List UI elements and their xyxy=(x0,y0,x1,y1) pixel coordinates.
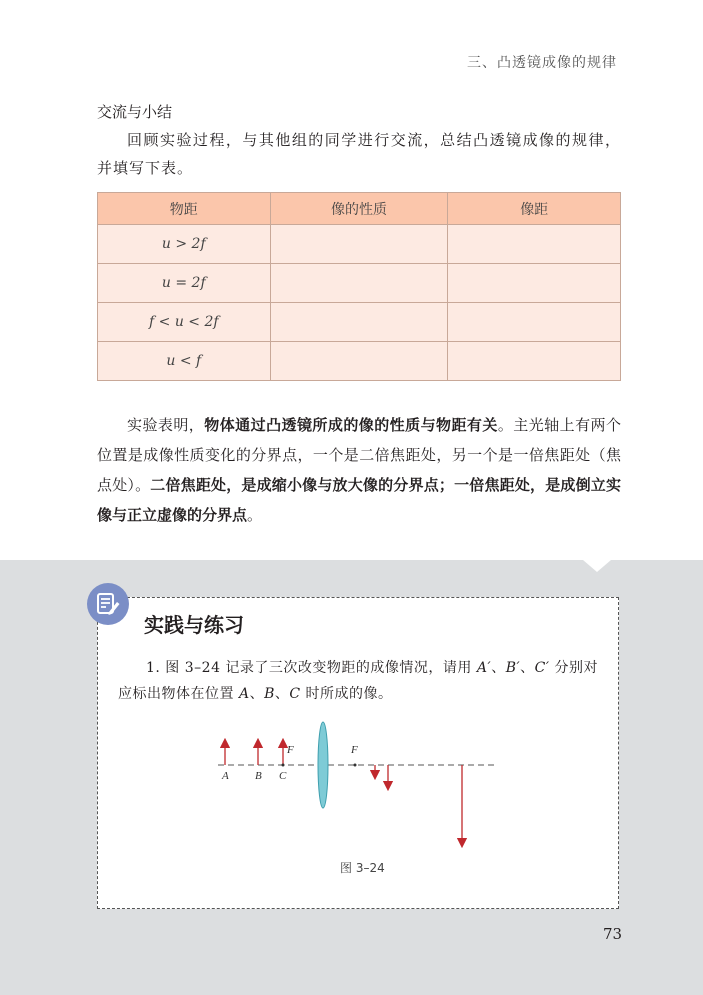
page-number: 73 xyxy=(603,925,623,943)
band-notch xyxy=(583,560,611,572)
focal-point-right xyxy=(354,764,357,767)
table-cell: u > 2f xyxy=(98,225,271,264)
question-text: 、 xyxy=(520,660,535,676)
label-b-prime: B′ xyxy=(505,660,521,676)
table-row xyxy=(98,303,621,342)
label-c: C xyxy=(279,770,287,782)
table-cell[interactable] xyxy=(270,303,448,342)
table-cell[interactable] xyxy=(448,303,621,342)
table-cell[interactable] xyxy=(448,264,621,303)
table-row xyxy=(98,342,621,381)
conclusion-text: 。 xyxy=(247,506,263,524)
lens-diagram xyxy=(200,718,510,853)
figure-caption: 图 3–24 xyxy=(340,861,385,875)
label-b: B xyxy=(255,770,262,782)
label-f-left: F xyxy=(287,744,294,756)
notepad-pencil-icon xyxy=(87,583,129,625)
chapter-header: 三、凸透镜成像的规律 xyxy=(467,55,617,71)
lens-rule-table xyxy=(97,192,621,381)
table-cell[interactable] xyxy=(270,225,448,264)
focal-point-left xyxy=(282,764,285,767)
question-text: 、 xyxy=(249,686,265,702)
conclusion-text: 。主光轴上有两个位置是成像性质变化的分界点，一个是二倍焦距处，另一个是一倍焦距处（焦点处）。 xyxy=(97,416,621,494)
table-cell[interactable] xyxy=(448,225,621,264)
conclusion-text: 实验表明， xyxy=(127,416,205,434)
conclusion-bold: 物体通过凸透镜所成的像的性质与物距有关 xyxy=(204,416,498,434)
practice-title: 实践与练习 xyxy=(144,613,244,637)
table-cell[interactable] xyxy=(448,342,621,381)
question-text: 时所成的像。 xyxy=(300,686,393,702)
table-cell[interactable] xyxy=(270,264,448,303)
table-header: 像的性质 xyxy=(270,193,448,225)
conclusion-paragraph xyxy=(97,410,621,530)
label-a: A xyxy=(238,686,250,702)
label-a-prime: A′ xyxy=(476,660,492,676)
label-a: A xyxy=(222,770,229,782)
table-row xyxy=(98,264,621,303)
table-header: 像距 xyxy=(448,193,621,225)
label-b: B xyxy=(264,686,275,702)
convex-lens xyxy=(318,722,328,808)
label-c: C xyxy=(289,686,301,702)
section-title: 交流与小结 xyxy=(97,103,173,121)
question-text: 1. 图 3–24 记录了三次改变物距的成像情况，请用 xyxy=(146,660,477,676)
table-header-row xyxy=(98,193,621,225)
question-1 xyxy=(118,655,608,707)
table-cell[interactable] xyxy=(270,342,448,381)
table-cell: u = 2f xyxy=(98,264,271,303)
conclusion-bold: 二倍焦距处，是成缩小像与放大像的分界点；一倍焦距处，是成倒立实像与正立虚像的分界点 xyxy=(97,476,621,524)
table-cell: u < f xyxy=(98,342,271,381)
label-f-right: F xyxy=(351,744,358,756)
table-row xyxy=(98,225,621,264)
question-text: 、 xyxy=(274,686,290,702)
table-cell: f < u < 2f xyxy=(98,303,271,342)
question-text: 分别对应标出物体在位置 xyxy=(118,660,598,702)
section-intro: 回顾实验过程，与其他组的同学进行交流，总结凸透镜成像的规律，并填写下表。 xyxy=(97,131,621,177)
label-c-prime: C′ xyxy=(534,660,550,676)
table-header: 物距 xyxy=(98,193,271,225)
question-text: 、 xyxy=(491,660,506,676)
